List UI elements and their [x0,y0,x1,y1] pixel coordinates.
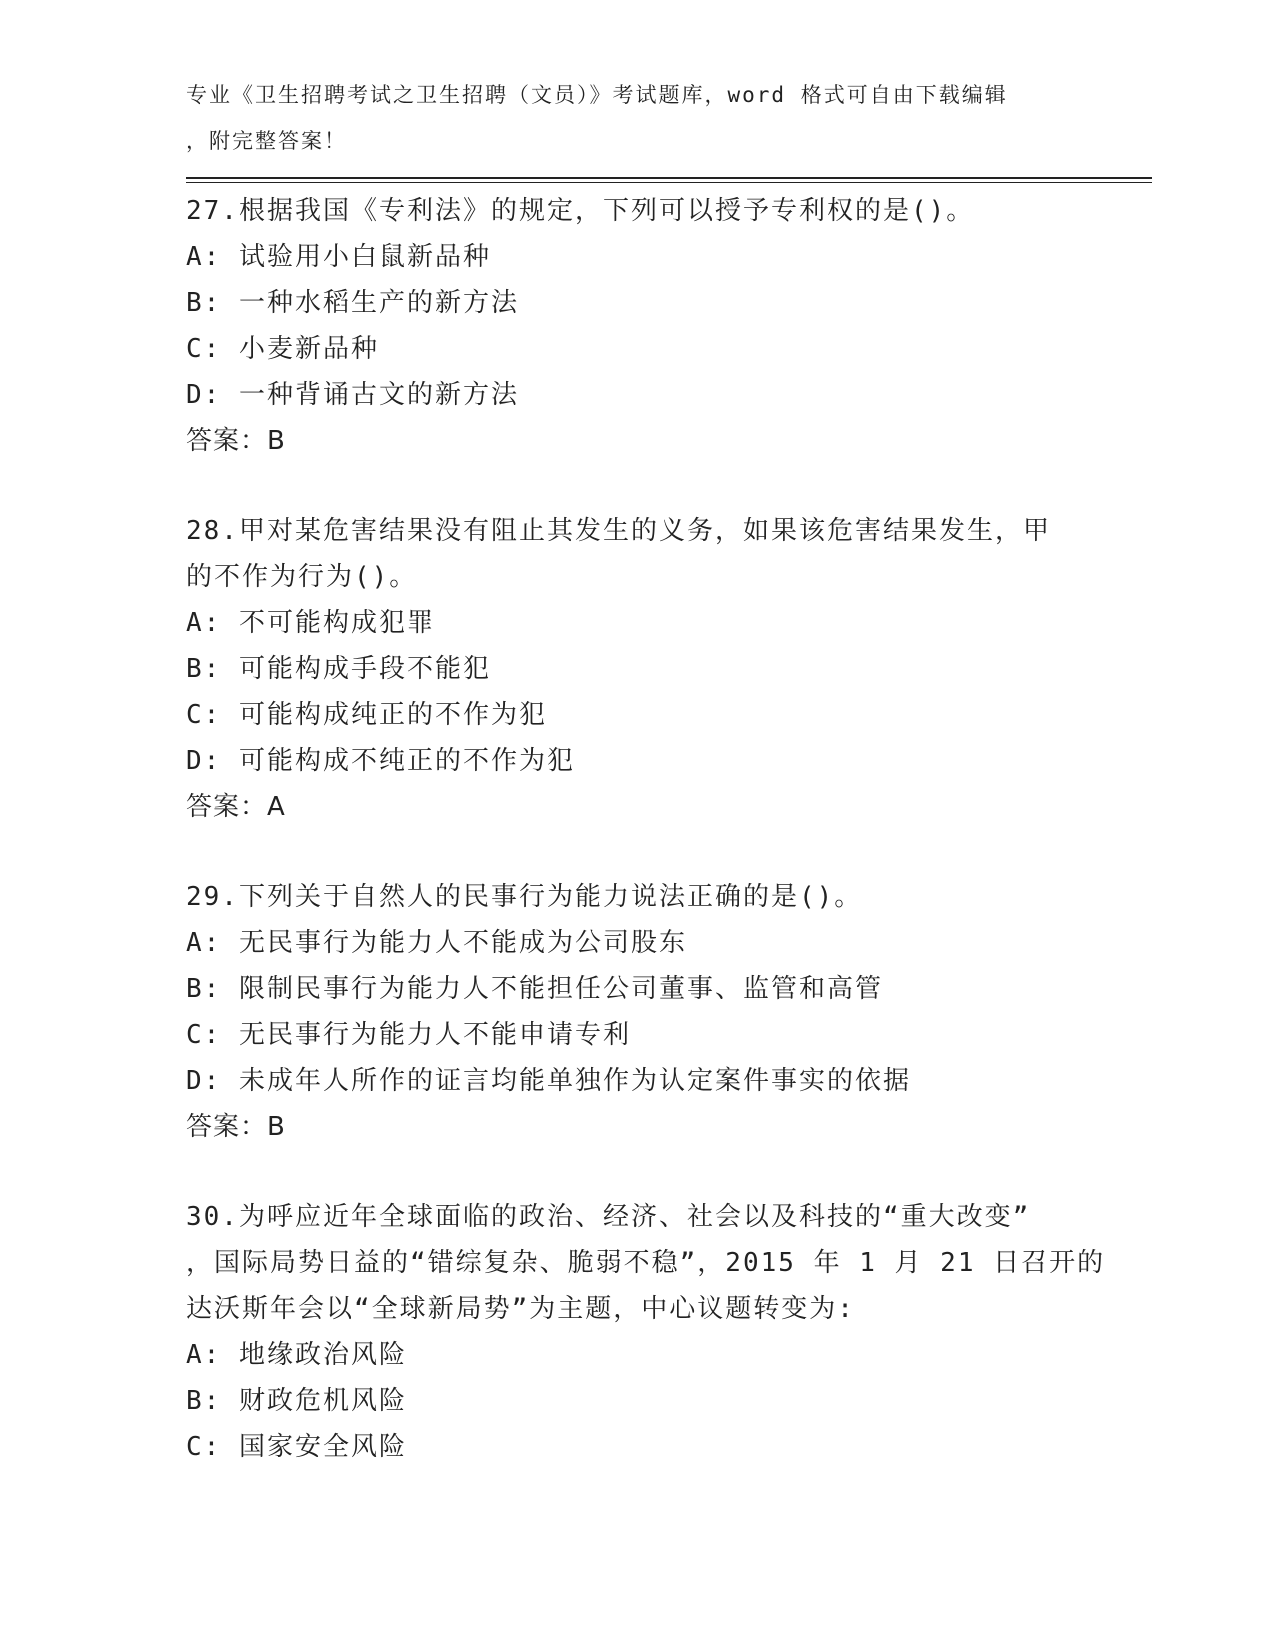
header-line-2: ，附完整答案！ [186,129,347,153]
question-block [186,1194,1106,1470]
question-stem: 29.下列关于自然人的民事行为能力说法正确的是()。 [186,882,863,912]
question-stem: 的不作为行为()。 [186,562,418,592]
question-stem: 28.甲对某危害结果没有阻止其发生的义务，如果该危害结果发生，甲 [186,516,1051,546]
option-a: A: 试验用小白鼠新品种 [186,242,491,272]
option-b: B: 限制民事行为能力人不能担任公司董事、监管和高管 [186,974,883,1004]
header-line-1: 专业《卫生招聘考试之卫生招聘（文员）》考试题库，word 格式可自由下载编辑 [186,83,1008,107]
option-c: C: 国家安全风险 [186,1432,407,1462]
question-stem: 27.根据我国《专利法》的规定，下列可以授予专利权的是()。 [186,196,975,226]
header-divider-thin [186,182,1152,183]
question-stem: 达沃斯年会以“全球新局势”为主题，中心议题转变为: [186,1294,855,1324]
option-c: C: 无民事行为能力人不能申请专利 [186,1020,631,1050]
option-d: D: 未成年人所作的证言均能单独作为认定案件事实的依据 [186,1066,911,1096]
header-divider-thick [186,177,1152,179]
answer-label: 答案：B [186,1112,286,1142]
option-c: C: 可能构成纯正的不作为犯 [186,700,547,730]
option-b: B: 财政危机风险 [186,1386,407,1416]
answer-label: 答案：A [186,792,286,822]
question-block [186,874,1086,1150]
option-b: B: 可能构成手段不能犯 [186,654,491,684]
option-b: B: 一种水稻生产的新方法 [186,288,519,318]
question-stem: 30.为呼应近年全球面临的政治、经济、社会以及科技的“重大改变” [186,1202,1031,1232]
answer-label: 答案：B [186,426,286,456]
question-stem: ，国际局势日益的“错综复杂、脆弱不稳”，2015 年 1 月 21 日召开的 [186,1248,1106,1278]
option-c: C: 小麦新品种 [186,334,379,364]
document-header [186,72,1086,164]
option-a: A: 地缘政治风险 [186,1340,407,1370]
option-d: D: 可能构成不纯正的不作为犯 [186,746,575,776]
option-a: A: 不可能构成犯罪 [186,608,435,638]
option-d: D: 一种背诵古文的新方法 [186,380,519,410]
question-list [186,188,1106,1470]
question-block [186,188,1086,464]
option-a: A: 无民事行为能力人不能成为公司股东 [186,928,687,958]
question-block [186,508,1086,830]
